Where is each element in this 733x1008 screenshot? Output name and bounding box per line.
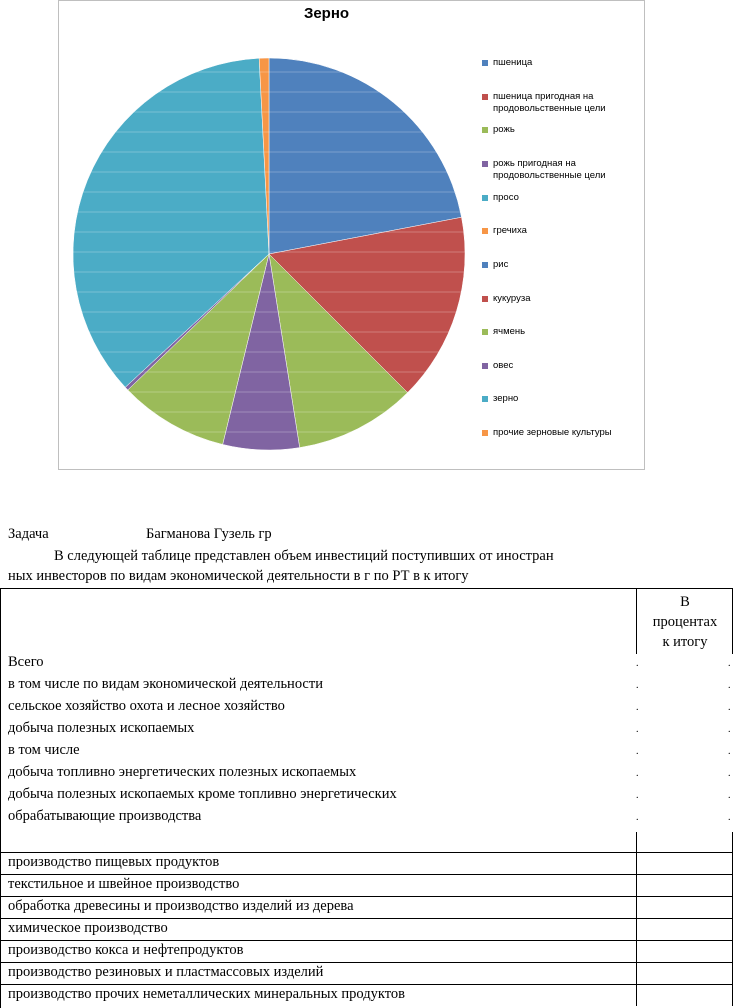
table-row-label: обработка древесины и производство изделий из дерева: [8, 898, 354, 914]
table-row-label: добыча полезных ископаемых кроме топливно энергетических: [8, 786, 397, 802]
row-divider: [0, 874, 733, 875]
legend-swatch: [482, 161, 488, 167]
cell-marker: .: [636, 724, 639, 735]
table-row-label: Всего: [8, 654, 44, 670]
legend-swatch: [482, 195, 488, 201]
legend-swatch: [482, 396, 488, 402]
legend-swatch: [482, 60, 488, 66]
legend-label: рожь: [493, 124, 515, 135]
table-row-label: обрабатывающие производства: [8, 808, 202, 824]
cell-marker: .: [636, 790, 639, 801]
author-name: Багманова Гузель гр: [146, 526, 272, 542]
table-row-label: сельское хозяйство охота и лесное хозяйство: [8, 698, 285, 714]
row-divider: [0, 940, 733, 941]
legend-label: просо: [493, 192, 519, 203]
table-col-divider: [636, 832, 637, 1006]
table-row-label: производство прочих неметаллических минеральных продуктов: [8, 986, 405, 1002]
legend-label: пшеница: [493, 57, 533, 68]
table-border-top: [0, 588, 733, 589]
chart-title: Зерно: [303, 5, 350, 22]
chart-panel: [58, 0, 645, 470]
cell-marker: .: [728, 724, 731, 735]
legend-swatch: [482, 363, 488, 369]
header-line-3: к итогу: [662, 634, 708, 650]
legend-label: кукуруза: [493, 293, 531, 304]
legend-label: рис: [493, 259, 509, 270]
table-row-label: в том числе: [8, 742, 80, 758]
cell-marker: .: [728, 658, 731, 669]
cell-marker: .: [728, 680, 731, 691]
paragraph-line-1: В следующей таблице представлен объем инвестиций поступивших от иностран: [54, 548, 554, 564]
row-divider: [0, 984, 733, 985]
cell-marker: .: [636, 702, 639, 713]
cell-marker: .: [728, 790, 731, 801]
cell-marker: .: [636, 658, 639, 669]
cell-marker: .: [728, 768, 731, 779]
table-row-label: химическое производство: [8, 920, 168, 936]
table-row-label: текстильное и швейное производство: [8, 876, 240, 892]
task-label: Задача: [8, 526, 49, 542]
legend-swatch: [482, 228, 488, 234]
legend-swatch: [482, 296, 488, 302]
cell-marker: .: [728, 812, 731, 823]
header-line-2: процентах: [652, 614, 718, 630]
table-row-label: добыча топливно энергетических полезных ископаемых: [8, 764, 357, 780]
legend-label: зерно: [493, 393, 519, 404]
legend-label: прочие зерновые культуры: [493, 427, 612, 438]
legend-swatch: [482, 127, 488, 133]
table-row-label: производство кокса и нефтепродуктов: [8, 942, 244, 958]
table-row-label: в том числе по видам экономической деятельности: [8, 676, 323, 692]
row-divider: [0, 896, 733, 897]
row-divider: [0, 918, 733, 919]
legend-label: ячмень: [493, 326, 526, 337]
row-divider: [0, 852, 733, 853]
table-border-left: [0, 588, 1, 1008]
pie-chart: [59, 1, 499, 471]
legend-label: овес: [493, 360, 514, 371]
legend-swatch: [482, 94, 488, 100]
legend-swatch: [482, 262, 488, 268]
table-row-label: производство резиновых и пластмассовых изделий: [8, 964, 324, 980]
header-percent: [637, 592, 733, 652]
legend-swatch: [482, 329, 488, 335]
cell-marker: .: [728, 702, 731, 713]
table-row-label: производство пищевых продуктов: [8, 854, 220, 870]
cell-marker: .: [636, 680, 639, 691]
cell-marker: .: [728, 746, 731, 757]
legend-label: гречиха: [493, 225, 527, 236]
investment-table: [0, 588, 733, 1008]
table-row-label: добыча полезных ископаемых: [8, 720, 195, 736]
header-line-1: В: [680, 594, 690, 610]
legend-swatch: [482, 430, 488, 436]
row-divider: [0, 962, 733, 963]
legend-label: пшеница пригодная на продовольственные цели: [493, 91, 606, 114]
paragraph-line-2: ных инвесторов по видам экономической деятельности в г по РТ в к итогу: [8, 568, 469, 584]
cell-marker: .: [636, 812, 639, 823]
cell-marker: .: [636, 746, 639, 757]
legend-label: рожь пригодная на продовольственные цели: [493, 158, 606, 181]
cell-marker: .: [636, 768, 639, 779]
